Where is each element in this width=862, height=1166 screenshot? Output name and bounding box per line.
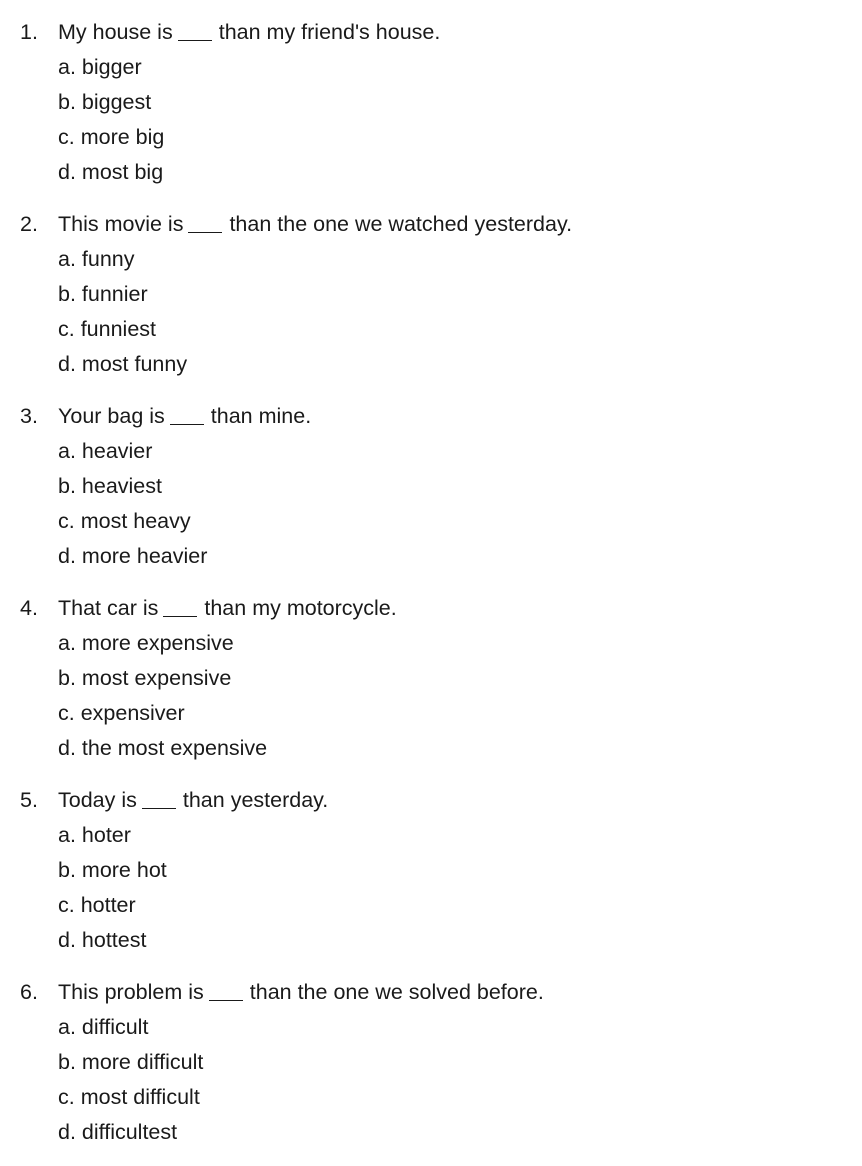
question-2 (0, 206, 862, 398)
option-c: c. funniest (58, 317, 156, 341)
answer-blank (178, 39, 212, 41)
question-number: 5. (20, 788, 38, 812)
option-d: d. hottest (58, 928, 147, 952)
question-number: 6. (20, 980, 38, 1004)
option-d: d. more heavier (58, 544, 208, 568)
question-number: 2. (20, 212, 38, 236)
stem-after-blank: than mine. (210, 404, 312, 428)
stem-after-blank: than yesterday. (182, 788, 329, 812)
option-c: c. most difficult (58, 1085, 200, 1109)
question-5 (0, 782, 862, 974)
option-b: b. biggest (58, 90, 152, 114)
option-c: c. more big (58, 125, 165, 149)
option-list (58, 626, 267, 766)
option-d: d. most big (58, 160, 164, 184)
option-a: a. funny (58, 247, 135, 271)
option-list (58, 434, 207, 574)
option-list (58, 50, 164, 190)
option-a: a. difficult (58, 1015, 149, 1039)
question-stem (20, 782, 328, 818)
option-list (58, 1010, 203, 1150)
answer-blank (170, 423, 204, 425)
question-stem (20, 590, 397, 626)
option-a: a. hoter (58, 823, 131, 847)
question-4 (0, 590, 862, 782)
option-b: b. funnier (58, 282, 148, 306)
option-b: b. heaviest (58, 474, 162, 498)
option-a: a. bigger (58, 55, 142, 79)
question-number: 1. (20, 20, 38, 44)
stem-before-blank: My house is (58, 20, 173, 44)
answer-blank (142, 807, 176, 809)
option-b: b. more difficult (58, 1050, 204, 1074)
stem-before-blank: Your bag is (58, 404, 165, 428)
stem-before-blank: Today is (58, 788, 137, 812)
option-a: a. heavier (58, 439, 153, 463)
option-c: c. most heavy (58, 509, 191, 533)
question-3 (0, 398, 862, 590)
option-c: c. hotter (58, 893, 136, 917)
answer-blank (188, 231, 222, 233)
worksheet (0, 14, 862, 1166)
answer-blank (209, 999, 243, 1001)
question-stem (20, 398, 311, 434)
question-6 (0, 974, 862, 1166)
option-b: b. more hot (58, 858, 167, 882)
question-number: 4. (20, 596, 38, 620)
option-c: c. expensiver (58, 701, 185, 725)
question-stem (20, 14, 440, 50)
stem-after-blank: than the one we solved before. (249, 980, 544, 1004)
question-1 (0, 14, 862, 206)
stem-after-blank: than my friend's house. (218, 20, 441, 44)
option-list (58, 242, 187, 382)
stem-before-blank: This problem is (58, 980, 204, 1004)
question-stem (20, 206, 572, 242)
option-d: d. difficultest (58, 1120, 178, 1144)
question-stem (20, 974, 544, 1010)
stem-after-blank: than the one we watched yesterday. (229, 212, 573, 236)
option-b: b. most expensive (58, 666, 232, 690)
stem-before-blank: That car is (58, 596, 159, 620)
stem-after-blank: than my motorcycle. (204, 596, 397, 620)
answer-blank (163, 615, 197, 617)
option-d: d. most funny (58, 352, 188, 376)
option-list (58, 818, 167, 958)
option-d: d. the most expensive (58, 736, 268, 760)
stem-before-blank: This movie is (58, 212, 184, 236)
option-a: a. more expensive (58, 631, 234, 655)
question-number: 3. (20, 404, 38, 428)
